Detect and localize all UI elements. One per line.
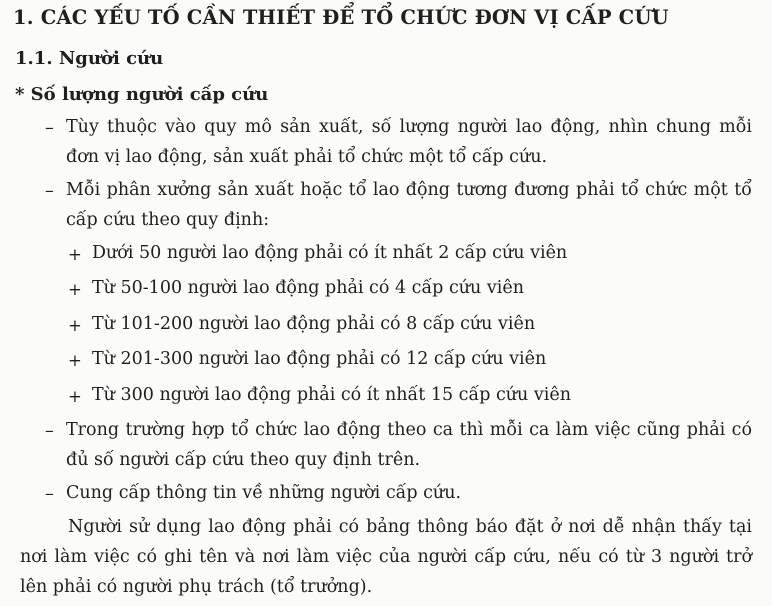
- dash-bullet: –: [45, 484, 54, 504]
- sub-list-item: Từ 101-200 người lao động phải có 8 cấp cứu viên: [92, 314, 536, 334]
- list-item: Trong trường hợp tổ chức lao động theo ca thì mỗi ca làm việc cũng phải có đủ số người cấp cứu theo quy định trên.: [66, 420, 752, 470]
- plus-bullet: +: [68, 316, 82, 335]
- sub-list-item: Dưới 50 người lao động phải có ít nhất 2 cấp cứu viên: [92, 243, 568, 263]
- body-paragraph: Người sử dụng lao động phải có bảng thông báo đặt ở nơi dễ nhận thấy tại nơi làm việc có ghi tên và nơi làm việc của người cấp cứu, nếu có từ 3 người trở lên phải có người phụ trách (tổ trưởng).: [20, 517, 752, 597]
- plus-bullet: +: [68, 280, 82, 299]
- dash-bullet: –: [45, 118, 54, 138]
- section-heading: 1. CÁC YẾU TỐ CẦN THIẾT ĐỂ TỔ CHỨC ĐƠN VỊ CẤP CỨU: [13, 6, 669, 29]
- plus-bullet: +: [68, 351, 82, 370]
- list-item: Cung cấp thông tin về những người cấp cứu.: [66, 483, 462, 503]
- topic-heading: * Số lượng người cấp cứu: [15, 84, 269, 105]
- dash-bullet: –: [45, 421, 54, 441]
- subsection-heading: 1.1. Người cứu: [15, 48, 164, 69]
- plus-bullet: +: [68, 387, 82, 406]
- sub-list-item: Từ 50-100 người lao động phải có 4 cấp cứu viên: [92, 278, 524, 298]
- plus-bullet: +: [68, 245, 82, 264]
- list-item: Tùy thuộc vào quy mô sản xuất, số lượng người lao động, nhìn chung mỗi đơn vị lao động, sản xuất phải tổ chức một tổ cấp cứu.: [66, 117, 752, 167]
- sub-list-item: Từ 201-300 người lao động phải có 12 cấp cứu viên: [92, 349, 547, 369]
- list-item: Mỗi phân xưởng sản xuất hoặc tổ lao động tương đương phải tổ chức một tổ cấp cứu theo quy định:: [66, 180, 752, 230]
- sub-list-item: Từ 300 người lao động phải có ít nhất 15 cấp cứu viên: [92, 385, 571, 405]
- dash-bullet: –: [45, 181, 54, 201]
